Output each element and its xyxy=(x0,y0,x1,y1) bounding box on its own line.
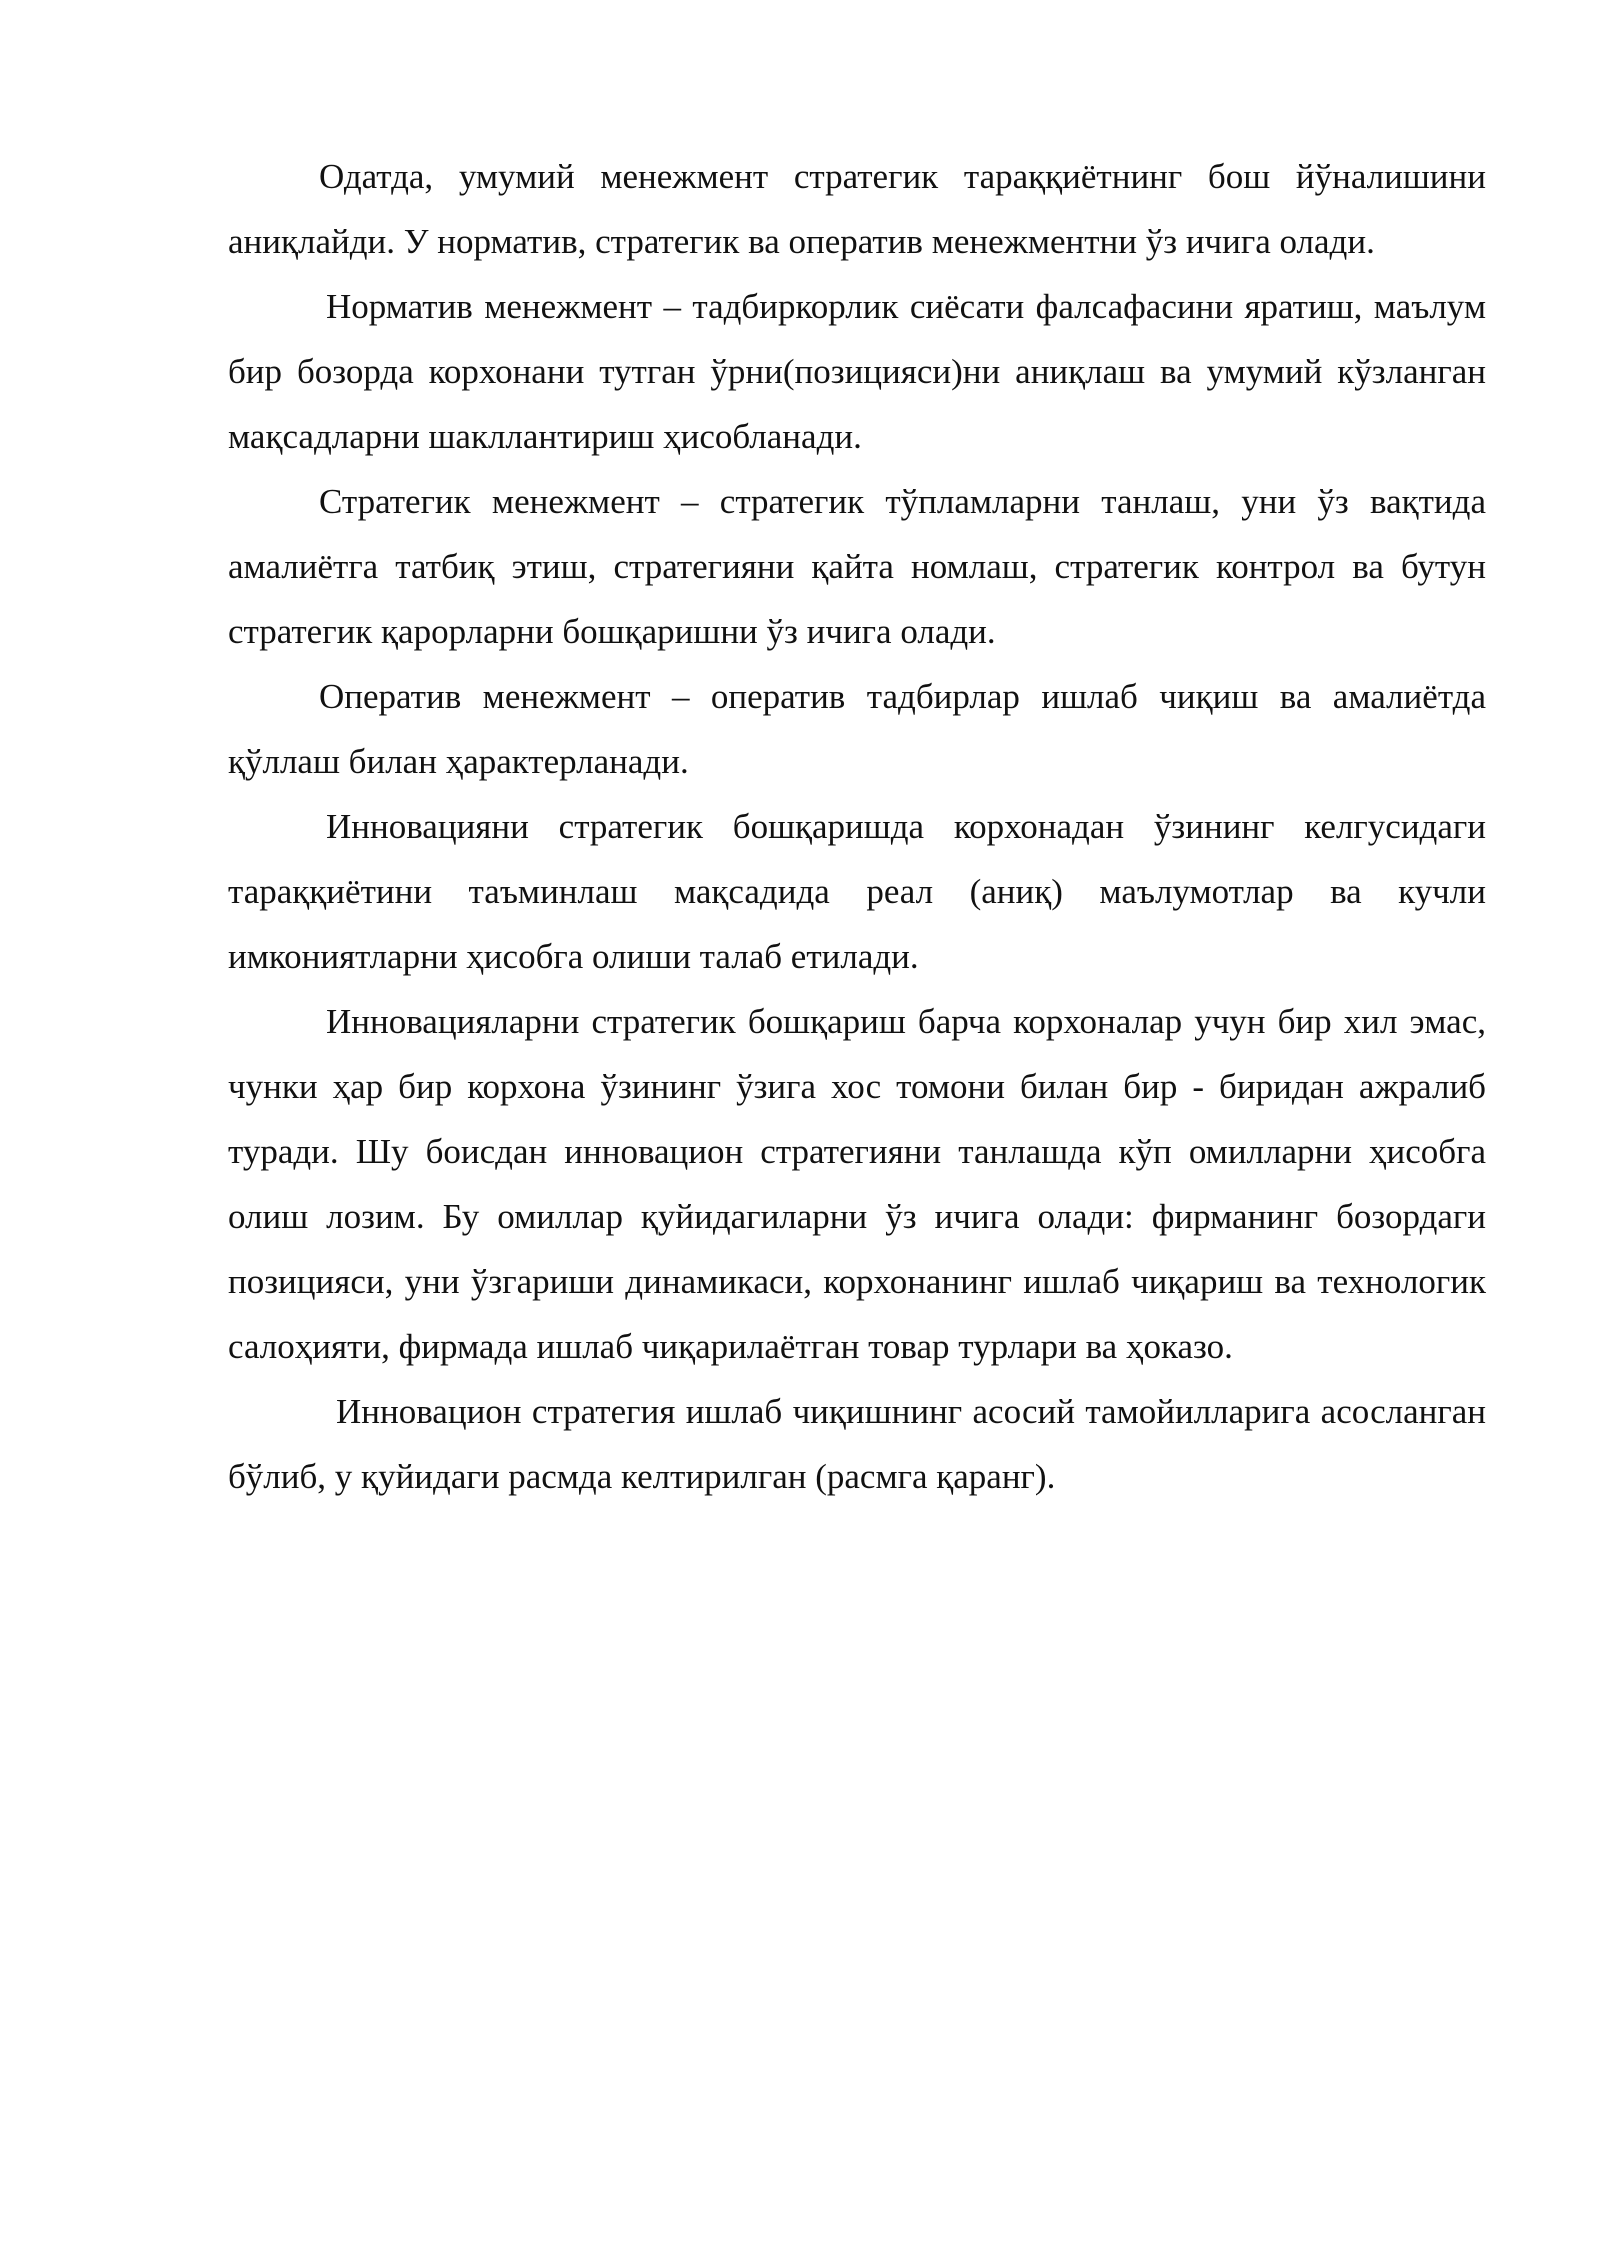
paragraph-general-management: Одатда, умумий менежмент стратегик тараққиётнинг бош йўналишини аниқлайди. У норматив, стратегик ва оператив менежментни ўз ичига олади. xyxy=(228,157,1486,261)
paragraph-innovation-strategic-control: Инновацияни стратегик бошқаришда корхонадан ўзининг келгусидаги тараққиётини таъминлаш мақсадида реал (аниқ) маълумотлар ва кучли имкониятларни ҳисобга олиши талаб етилади. xyxy=(228,807,1486,976)
document-body xyxy=(228,144,1486,1509)
paragraph-innovation-strategy-factors: Инновацияларни стратегик бошқариш барча корхоналар учун бир хил эмас, чунки ҳар бир корхона ўзининг ўзига хос томони билан бир - биридан ажралиб туради. Шу боисдан инновацион стратегияни танлашда кўп омилларни ҳисобга олиш лозим. Бу омиллар қуйидагиларни ўз ичига олади: фирманинг бозордаги позицияси, уни ўзгариши динамикаси, корхонанинг ишлаб чиқариш ва технологик салоҳияти, фирмада ишлаб чиқарилаётган товар турлари ва ҳоказо. xyxy=(228,1002,1486,1366)
paragraph-operative-management: Оператив менежмент – оператив тадбирлар ишлаб чиқиш ва амалиётда қўллаш билан ҳарактерланади. xyxy=(228,677,1486,781)
paragraph-normative-management: Норматив менежмент – тадбиркорлик сиёсати фалсафасини яратиш, маълум бир бозорда корхонани тутган ўрни(позицияси)ни аниқлаш ва умумий кўзланган мақсадларни шакллантириш ҳисобланади. xyxy=(228,287,1486,456)
paragraph-innovation-strategy-principles: Инновацион стратегия ишлаб чиқишнинг асосий тамойилларига асосланган бўлиб, у қуйидаги расмда келтирилган (расмга қаранг). xyxy=(228,1392,1486,1496)
paragraph-strategic-management: Стратегик менежмент – стратегик тўпламларни танлаш, уни ўз вақтида амалиётга татбиқ этиш, стратегияни қайта номлаш, стратегик контрол ва бутун стратегик қарорларни бошқаришни ўз ичига олади. xyxy=(228,482,1486,651)
